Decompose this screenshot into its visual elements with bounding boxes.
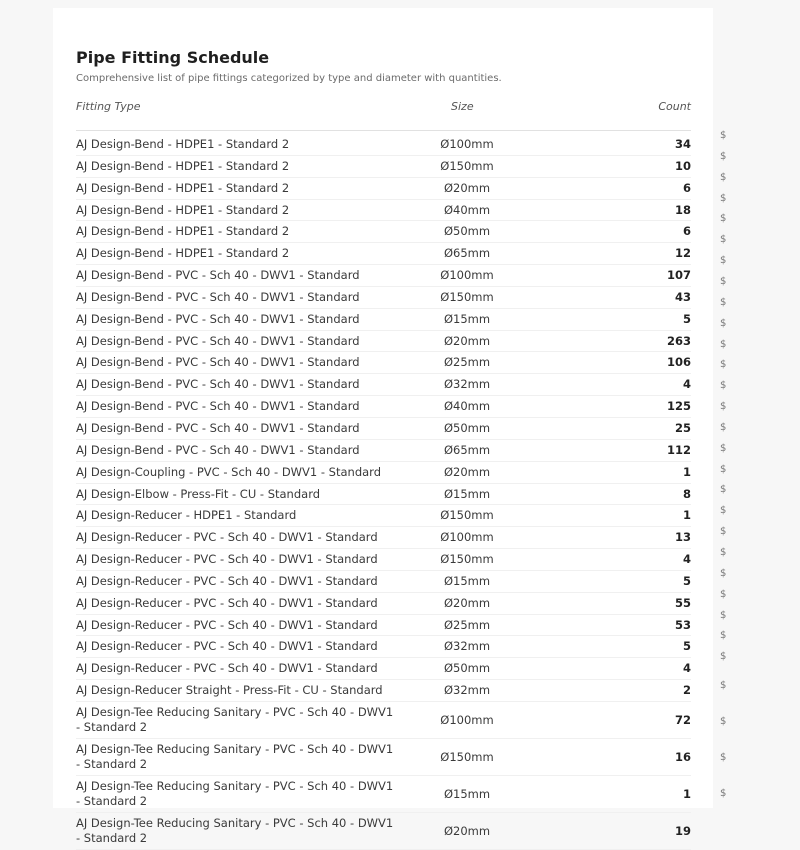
cell-fitting-type: AJ Design-Bend - PVC - Sch 40 - DWV1 - Standard [76, 355, 360, 370]
cell-count: 55 [674, 595, 691, 610]
cell-fitting-type: AJ Design-Reducer - PVC - Sch 40 - DWV1 - Standard [76, 573, 378, 588]
table-row[interactable] [76, 374, 691, 396]
cell-count: 18 [674, 202, 691, 217]
cell-count: 5 [682, 311, 691, 326]
cell-size: Ø100mm [440, 137, 494, 151]
dollar-marker: $ [720, 630, 727, 642]
table-row[interactable] [76, 418, 691, 440]
cell-count: 12 [674, 246, 691, 261]
dollar-marker: $ [720, 213, 727, 225]
table-row[interactable] [76, 462, 691, 484]
cell-size: Ø15mm [443, 573, 491, 588]
dollar-marker: $ [720, 275, 727, 287]
cell-count: 4 [682, 552, 691, 567]
cell-fitting-type: AJ Design-Bend - HDPE1 - Standard 2 [76, 224, 290, 239]
cell-count: 6 [682, 180, 691, 195]
cell-size: Ø25mm [443, 355, 491, 370]
dollar-marker: $ [720, 505, 727, 517]
dollar-marker: $ [720, 651, 727, 663]
dollar-marker: $ [720, 150, 727, 162]
table-header [76, 100, 691, 131]
table-row[interactable] [76, 221, 691, 243]
cell-count: 107 [666, 268, 691, 283]
cell-size: Ø100mm [440, 530, 494, 545]
cell-size: Ø15mm [443, 786, 491, 801]
cell-fitting-type: AJ Design-Reducer - PVC - Sch 40 - DWV1 - Standard [76, 617, 378, 632]
cell-size: Ø50mm [443, 224, 491, 239]
table-row[interactable] [76, 352, 691, 374]
cell-count: 106 [666, 355, 691, 370]
cell-size: Ø50mm [443, 420, 491, 435]
dollar-marker: $ [720, 401, 727, 413]
cell-count: 1 [682, 464, 691, 479]
cell-fitting-type: AJ Design-Tee Reducing Sanitary - PVC - Sch 40 - DWV1 - Standard 2 [76, 778, 394, 808]
cell-fitting-type: AJ Design-Reducer Straight - Press-Fit - CU - Standard [76, 683, 383, 698]
dollar-marker: $ [720, 716, 727, 728]
cell-fitting-type: AJ Design-Bend - PVC - Sch 40 - DWV1 - Standard [76, 420, 360, 435]
dollar-marker: $ [720, 192, 727, 204]
dollar-marker: $ [720, 526, 727, 538]
cell-fitting-type: AJ Design-Bend - PVC - Sch 40 - DWV1 - Standard [76, 289, 360, 304]
cell-count: 25 [674, 420, 691, 435]
cell-size: Ø32mm [443, 377, 491, 392]
dollar-marker: $ [720, 788, 727, 800]
cell-count: 125 [666, 399, 691, 414]
cell-fitting-type: AJ Design-Reducer - PVC - Sch 40 - DWV1 - Standard [76, 530, 378, 545]
dollar-marker: $ [720, 463, 727, 475]
cell-count: 43 [674, 289, 691, 304]
cell-size: Ø20mm [443, 823, 491, 838]
table-row[interactable] [76, 549, 691, 571]
table-row[interactable] [76, 776, 691, 813]
dollar-marker: $ [720, 609, 727, 621]
cell-size: Ø150mm [440, 749, 494, 764]
cell-size: Ø100mm [440, 268, 494, 283]
table-row[interactable] [76, 702, 691, 739]
cell-size: Ø20mm [443, 464, 491, 479]
cell-size: Ø100mm [440, 712, 494, 727]
cell-count: 5 [682, 573, 691, 588]
dollar-marker: $ [720, 442, 727, 454]
cell-fitting-type: AJ Design-Bend - PVC - Sch 40 - DWV1 - Standard [76, 399, 360, 414]
cell-count: 13 [674, 530, 691, 545]
table-row[interactable] [76, 134, 691, 156]
cell-fitting-type: AJ Design-Bend - PVC - Sch 40 - DWV1 - Standard [76, 268, 360, 283]
cell-count: 1 [682, 508, 691, 523]
cell-fitting-type: AJ Design-Elbow - Press-Fit - CU - Standard [76, 486, 321, 501]
cell-fitting-type: AJ Design-Bend - HDPE1 - Standard 2 [76, 180, 290, 195]
cell-fitting-type: AJ Design-Bend - HDPE1 - Standard 2 [76, 202, 290, 217]
cell-size: Ø15mm [443, 486, 491, 501]
dollar-marker: $ [720, 421, 727, 433]
table-row[interactable] [76, 287, 691, 309]
cell-size: Ø65mm [443, 246, 491, 261]
column-header-count[interactable]: Count [658, 100, 691, 113]
dollar-marker: $ [720, 317, 727, 329]
table-row[interactable] [76, 739, 691, 776]
cell-count: 1 [682, 786, 691, 801]
table-row[interactable] [76, 396, 691, 418]
dollar-marker: $ [720, 567, 727, 579]
dollar-marker: $ [720, 234, 727, 246]
cell-size: Ø65mm [443, 442, 491, 457]
cell-count: 263 [666, 333, 691, 348]
dollar-marker: $ [720, 171, 727, 183]
dollar-marker: $ [720, 752, 727, 764]
cell-fitting-type: AJ Design-Reducer - PVC - Sch 40 - DWV1 - Standard [76, 595, 378, 610]
table-row[interactable] [76, 593, 691, 615]
cell-fitting-type: AJ Design-Bend - PVC - Sch 40 - DWV1 - Standard [76, 377, 360, 392]
cell-count: 10 [674, 158, 691, 173]
dollar-marker: $ [720, 130, 727, 141]
cell-fitting-type: AJ Design-Tee Reducing Sanitary - PVC - Sch 40 - DWV1 - Standard 2 [76, 704, 394, 734]
cell-fitting-type: AJ Design-Reducer - PVC - Sch 40 - DWV1 - Standard [76, 552, 378, 567]
cell-size: Ø25mm [443, 617, 491, 632]
cell-fitting-type: AJ Design-Tee Reducing Sanitary - PVC - Sch 40 - DWV1 - Standard 2 [76, 741, 394, 771]
column-header-size[interactable]: Size [451, 100, 474, 113]
page-title: Pipe Fitting Schedule [76, 48, 270, 67]
cell-fitting-type: AJ Design-Bend - PVC - Sch 40 - DWV1 - Standard [76, 333, 360, 348]
table-row[interactable] [76, 658, 691, 680]
cell-fitting-type: AJ Design-Bend - HDPE1 - Standard 2 [76, 158, 290, 173]
dollar-marker: $ [720, 680, 727, 692]
cell-count: 72 [674, 712, 691, 727]
cell-fitting-type: AJ Design-Reducer - PVC - Sch 40 - DWV1 - Standard [76, 639, 378, 654]
cell-count: 6 [682, 224, 691, 239]
cell-fitting-type: AJ Design-Bend - PVC - Sch 40 - DWV1 - Standard [76, 442, 360, 457]
dollar-marker: $ [720, 588, 727, 600]
cell-fitting-type: AJ Design-Bend - HDPE1 - Standard 2 [76, 137, 290, 151]
dollar-marker: $ [720, 359, 727, 371]
table-row[interactable] [76, 178, 691, 200]
cell-size: Ø50mm [443, 661, 491, 676]
cell-count: 34 [674, 137, 691, 151]
cell-size: Ø40mm [443, 202, 491, 217]
cell-size: Ø150mm [440, 552, 494, 567]
table-row[interactable] [76, 571, 691, 593]
cell-fitting-type: AJ Design-Coupling - PVC - Sch 40 - DWV1 - Standard [76, 464, 382, 479]
dollar-marker: $ [720, 484, 727, 496]
cell-count: 8 [682, 486, 691, 501]
cell-count: 2 [682, 683, 691, 698]
table-row[interactable] [76, 636, 691, 658]
cell-size: Ø32mm [443, 683, 491, 698]
table-row[interactable] [76, 200, 691, 222]
table-row[interactable] [76, 484, 691, 506]
cell-count: 4 [682, 377, 691, 392]
cell-fitting-type: AJ Design-Bend - PVC - Sch 40 - DWV1 - Standard [76, 311, 360, 326]
table-row[interactable] [76, 309, 691, 331]
table-row[interactable] [76, 440, 691, 462]
schedule-panel [53, 8, 713, 845]
cell-fitting-type: AJ Design-Reducer - PVC - Sch 40 - DWV1 - Standard [76, 661, 378, 676]
dollar-marker: $ [720, 255, 727, 267]
table-row[interactable] [76, 243, 691, 265]
cell-count: 16 [674, 749, 691, 764]
cell-size: Ø40mm [443, 399, 491, 414]
dollar-marker: $ [720, 547, 727, 558]
table-row[interactable] [76, 527, 691, 549]
cell-fitting-type: AJ Design-Bend - HDPE1 - Standard 2 [76, 246, 290, 261]
table-row[interactable] [76, 505, 691, 527]
table-row[interactable] [76, 265, 691, 287]
cell-size: Ø20mm [443, 595, 491, 610]
cell-count: 112 [666, 442, 691, 457]
cell-count: 5 [682, 639, 691, 654]
cell-count: 19 [674, 823, 691, 838]
table-row[interactable] [76, 331, 691, 353]
cell-count: 53 [674, 617, 691, 632]
table-row[interactable] [76, 156, 691, 178]
cell-size: Ø20mm [443, 333, 491, 348]
cell-size: Ø20mm [443, 180, 491, 195]
dollar-marker: $ [720, 380, 727, 392]
cell-size: Ø150mm [440, 158, 494, 173]
table-row[interactable] [76, 813, 691, 850]
cell-size: Ø150mm [440, 289, 494, 304]
cell-size: Ø15mm [443, 311, 491, 326]
column-header-fitting-type[interactable]: Fitting Type [76, 100, 141, 113]
cell-count: 4 [682, 661, 691, 676]
dollar-marker: $ [720, 296, 727, 308]
table-body [76, 134, 691, 850]
cell-size: Ø32mm [443, 639, 491, 654]
table-row[interactable] [76, 680, 691, 702]
table-row[interactable] [76, 615, 691, 637]
cell-fitting-type: AJ Design-Tee Reducing Sanitary - PVC - Sch 40 - DWV1 - Standard 2 [76, 815, 394, 845]
cell-fitting-type: AJ Design-Reducer - HDPE1 - Standard [76, 508, 297, 523]
page-subtitle: Comprehensive list of pipe fittings categorized by type and diameter with quantities. [76, 73, 502, 84]
dollar-marker: $ [720, 338, 727, 350]
cell-size: Ø150mm [440, 508, 494, 523]
